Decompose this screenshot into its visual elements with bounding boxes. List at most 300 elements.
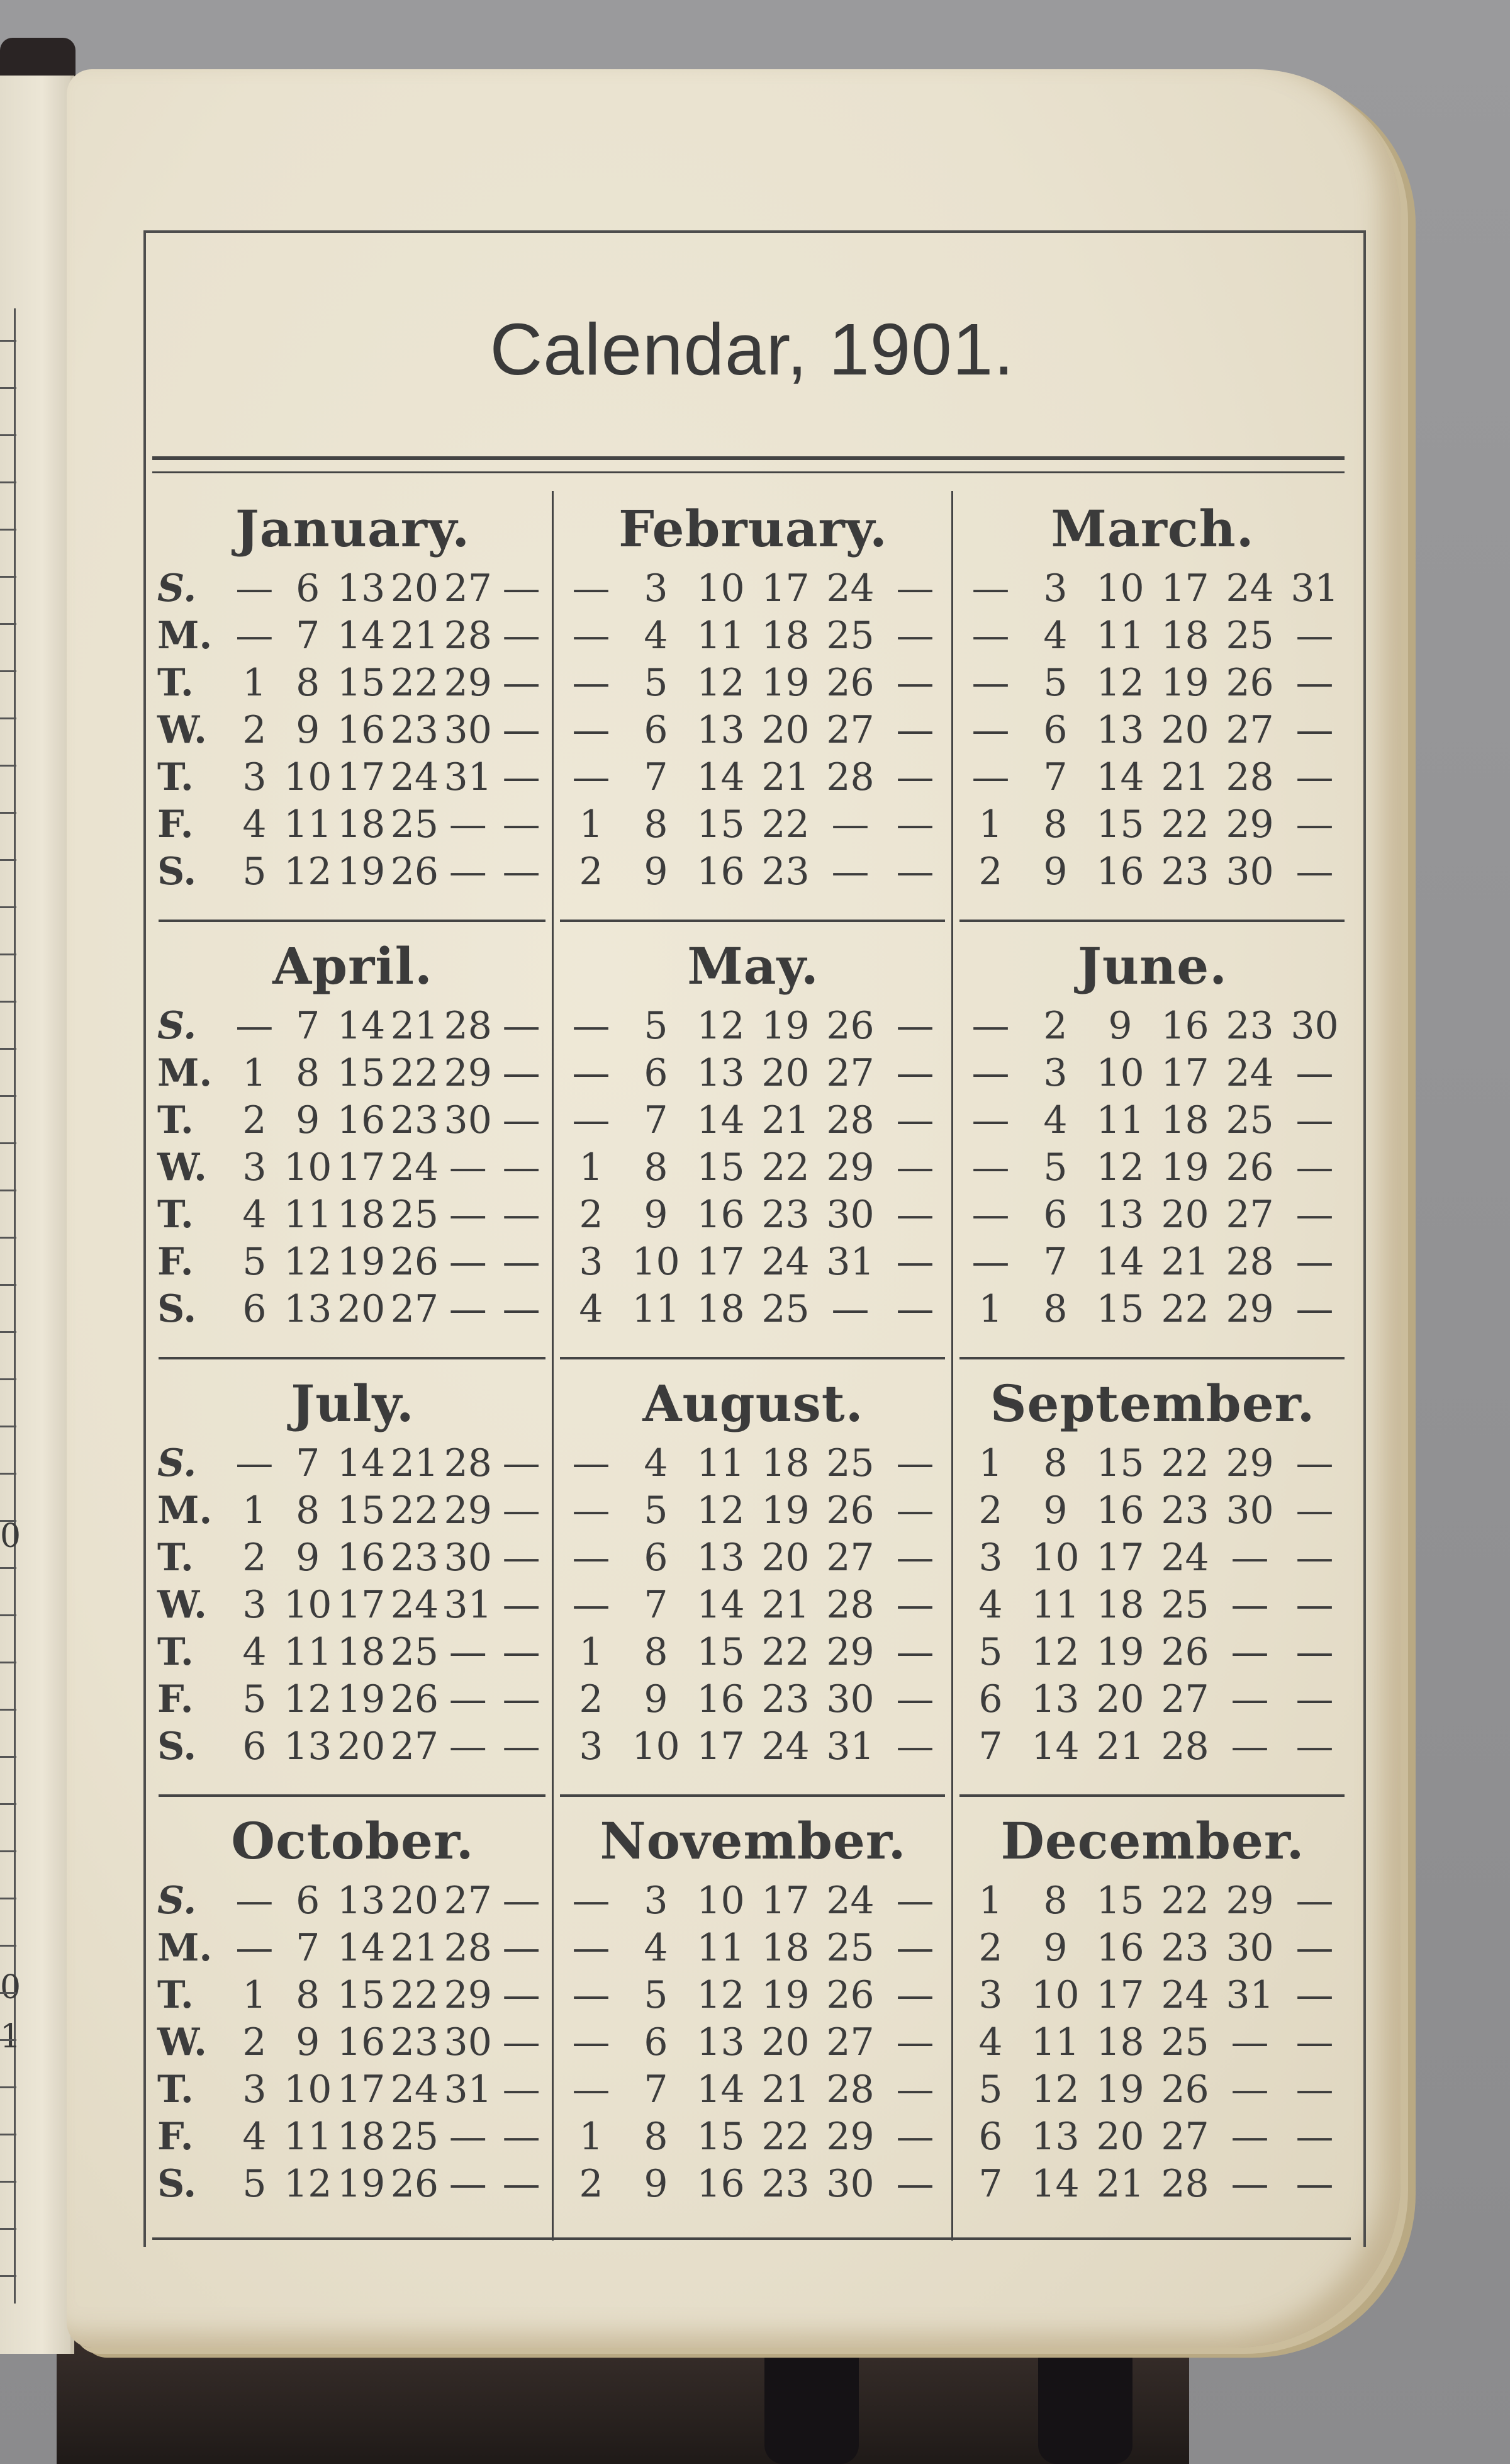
date-cell: 22	[761, 1145, 810, 1190]
date-cell: 5	[978, 2067, 1003, 2112]
date-cell: 3	[242, 1583, 267, 1627]
date-cell: 31	[444, 1583, 492, 1627]
month-days-table	[958, 1003, 1347, 1333]
weekday-row	[157, 1097, 548, 1144]
date-cell: 20	[390, 1879, 439, 1923]
date-cell: 24	[390, 2067, 439, 2112]
date-cell: —	[502, 850, 540, 894]
date-cell: 16	[1161, 1004, 1209, 1048]
date-cell: 12	[1031, 1630, 1080, 1674]
date-cell: —	[971, 1051, 1010, 1095]
date-cell: 27	[1161, 1677, 1209, 1721]
month-separator-rule	[159, 1357, 545, 1359]
date-cell: 23	[390, 2020, 439, 2064]
weekday-row	[958, 848, 1347, 896]
date-cell: 24	[390, 1145, 439, 1190]
month-name: January.	[235, 499, 471, 558]
date-cell: —	[1295, 1973, 1334, 2017]
date-cell: 11	[696, 614, 745, 658]
weekday-row	[958, 1925, 1347, 1972]
date-cell: —	[1295, 708, 1334, 752]
date-cell: —	[502, 2020, 540, 2064]
date-cell: 30	[444, 2020, 492, 2064]
date-cell: 6	[644, 2020, 668, 2064]
date-cell: 7	[296, 1926, 320, 1970]
left-page-tick	[0, 954, 16, 955]
left-page-tick	[0, 906, 16, 908]
date-cell: 15	[1096, 1441, 1144, 1485]
date-cell: —	[1231, 1630, 1269, 1674]
date-cell: 20	[337, 1287, 386, 1331]
weekday-row	[157, 1239, 548, 1286]
date-cell: —	[449, 2115, 487, 2159]
date-cell: 12	[1096, 661, 1144, 705]
date-cell: 13	[696, 1536, 745, 1580]
date-cell: 20	[1161, 1193, 1209, 1237]
date-cell: 1	[978, 1441, 1003, 1485]
weekday-row	[958, 1239, 1347, 1286]
date-cell: —	[572, 1488, 610, 1533]
date-cell: 14	[337, 1004, 386, 1048]
date-cell: —	[449, 1677, 487, 1721]
month-days-table	[157, 1440, 548, 1770]
left-page-tick	[0, 1142, 16, 1144]
date-cell: 16	[337, 1536, 386, 1580]
weekday-row	[958, 707, 1347, 754]
date-cell: 1	[242, 661, 267, 705]
date-cell: 7	[1043, 755, 1068, 799]
date-cell: 10	[632, 1240, 680, 1284]
month-days-table	[157, 1003, 548, 1333]
weekday-row	[559, 1676, 948, 1723]
date-cell: 9	[296, 1098, 320, 1142]
date-cell: 29	[444, 661, 492, 705]
date-cell: —	[1295, 1145, 1334, 1190]
date-cell: 27	[444, 566, 492, 610]
weekday-row	[157, 660, 548, 707]
date-cell: 18	[696, 1287, 745, 1331]
date-cell: —	[572, 1441, 610, 1485]
date-cell: 10	[1031, 1536, 1080, 1580]
left-page-tick	[0, 2181, 16, 2183]
weekday-row	[157, 801, 548, 848]
date-cell: —	[502, 1583, 540, 1627]
date-cell: —	[896, 1724, 934, 1769]
weekday-row	[958, 1144, 1347, 1191]
date-cell: —	[896, 850, 934, 894]
date-cell: 2	[242, 708, 267, 752]
weekday-row	[958, 2019, 1347, 2066]
date-cell: —	[896, 1926, 934, 1970]
date-cell: 26	[826, 1004, 875, 1048]
date-cell: 7	[644, 1098, 668, 1142]
date-cell: —	[1295, 1536, 1334, 1580]
date-cell: 23	[1161, 850, 1209, 894]
month-separator-rule	[560, 1357, 945, 1359]
date-cell: 24	[1161, 1973, 1209, 2017]
date-cell: 5	[1043, 1145, 1068, 1190]
date-cell: 13	[1096, 708, 1144, 752]
date-cell: 25	[390, 1193, 439, 1237]
date-cell: —	[502, 614, 540, 658]
date-cell: 14	[696, 1583, 745, 1627]
date-cell: 8	[644, 1145, 668, 1190]
left-page-tick	[0, 765, 16, 767]
date-cell: 21	[1161, 1240, 1209, 1284]
date-cell: 23	[1226, 1004, 1274, 1048]
date-cell: —	[502, 1240, 540, 1284]
date-cell: 18	[337, 2115, 386, 2159]
date-cell: 23	[1161, 1926, 1209, 1970]
date-cell: 25	[1161, 2020, 1209, 2064]
date-cell: 8	[296, 1051, 320, 1095]
date-cell: —	[502, 1441, 540, 1485]
date-cell: 22	[390, 1051, 439, 1095]
date-cell: 21	[390, 1441, 439, 1485]
date-cell: 2	[242, 1098, 267, 1142]
left-margin-number: 0	[0, 1969, 21, 2006]
date-cell: 12	[696, 1004, 745, 1048]
date-cell: 17	[1161, 566, 1209, 610]
date-cell: —	[1295, 755, 1334, 799]
date-cell: —	[831, 850, 870, 894]
date-cell: —	[449, 1630, 487, 1674]
date-cell: 18	[761, 1926, 810, 1970]
weekday-row	[958, 2161, 1347, 2208]
date-cell: —	[449, 1145, 487, 1190]
date-cell: 14	[337, 1926, 386, 1970]
month-separator-rule	[159, 1794, 545, 1797]
date-cell: 7	[978, 2162, 1003, 2206]
date-cell: 7	[296, 1004, 320, 1048]
date-cell: 17	[1161, 1051, 1209, 1095]
date-cell: —	[572, 1973, 610, 2017]
weekday-row	[559, 1239, 948, 1286]
date-cell: —	[502, 1098, 540, 1142]
date-cell: 13	[696, 2020, 745, 2064]
date-cell: —	[1231, 1536, 1269, 1580]
weekday-label: T.	[157, 1536, 194, 1580]
date-cell: 15	[696, 802, 745, 847]
date-cell: 17	[337, 2067, 386, 2112]
left-page-tick	[0, 1567, 16, 1569]
date-cell: 1	[242, 1051, 267, 1095]
date-cell: 16	[1096, 1488, 1144, 1533]
date-cell: 9	[1043, 1926, 1068, 1970]
date-cell: —	[896, 1973, 934, 2017]
date-cell: 19	[337, 850, 386, 894]
month-name: May.	[687, 937, 819, 996]
date-cell: 28	[826, 2067, 875, 2112]
weekday-row	[157, 1676, 548, 1723]
date-cell: —	[235, 614, 274, 658]
weekday-row	[958, 660, 1347, 707]
date-cell: —	[896, 1240, 934, 1284]
weekday-row	[958, 1676, 1347, 1723]
date-cell: 23	[761, 1677, 810, 1721]
date-cell: 8	[296, 661, 320, 705]
date-cell: 30	[826, 1193, 875, 1237]
left-page-tick	[0, 1756, 16, 1758]
date-cell: —	[502, 1287, 540, 1331]
date-cell: 17	[337, 755, 386, 799]
left-page-tick	[0, 2086, 16, 2088]
date-cell: 26	[390, 1240, 439, 1284]
date-cell: 26	[390, 2162, 439, 2206]
date-cell: —	[235, 1441, 274, 1485]
date-cell: 15	[696, 1630, 745, 1674]
date-cell: —	[502, 2115, 540, 2159]
date-cell: 6	[978, 2115, 1003, 2159]
date-cell: 24	[826, 1879, 875, 1923]
date-cell: —	[1295, 1583, 1334, 1627]
weekday-row	[559, 1144, 948, 1191]
date-cell: 19	[337, 1240, 386, 1284]
date-cell: 12	[284, 850, 332, 894]
date-cell: 6	[1043, 1193, 1068, 1237]
date-cell: 9	[644, 850, 668, 894]
date-cell: 4	[978, 2020, 1003, 2064]
left-page-tick	[0, 1237, 16, 1239]
date-cell: —	[1295, 850, 1334, 894]
date-cell: —	[831, 1287, 870, 1331]
weekday-row	[958, 612, 1347, 660]
date-cell: 22	[1161, 1287, 1209, 1331]
date-cell: —	[896, 614, 934, 658]
date-cell: 25	[826, 1926, 875, 1970]
date-cell: 5	[242, 1240, 267, 1284]
date-cell: 25	[1161, 1583, 1209, 1627]
date-cell: 24	[761, 1240, 810, 1284]
weekday-label: W.	[157, 708, 207, 752]
date-cell: 2	[579, 2162, 603, 2206]
date-cell: —	[502, 1051, 540, 1095]
date-cell: —	[1295, 2115, 1334, 2159]
weekday-row	[559, 1534, 948, 1582]
weekday-label: S.	[157, 1287, 197, 1331]
date-cell: 17	[1096, 1536, 1144, 1580]
date-cell: —	[896, 802, 934, 847]
weekday-label: M.	[157, 1488, 213, 1533]
date-cell: 25	[761, 1287, 810, 1331]
left-page-tick	[0, 1426, 16, 1427]
date-cell: 7	[978, 1724, 1003, 1769]
month-days-table	[958, 1877, 1347, 2208]
date-cell: 20	[761, 1051, 810, 1095]
date-cell: 28	[1226, 1240, 1274, 1284]
weekday-row	[559, 2019, 948, 2066]
date-cell: —	[1295, 1193, 1334, 1237]
weekday-row	[157, 707, 548, 754]
date-cell: 25	[390, 2115, 439, 2159]
date-cell: 27	[826, 708, 875, 752]
date-cell: 21	[390, 614, 439, 658]
date-cell: 3	[644, 566, 668, 610]
weekday-label: T.	[157, 1973, 194, 2017]
date-cell: 14	[696, 2067, 745, 2112]
month-separator-rule	[959, 1357, 1345, 1359]
date-cell: 6	[644, 1536, 668, 1580]
weekday-label: T.	[157, 1098, 194, 1142]
date-cell: 24	[826, 566, 875, 610]
date-cell: —	[1231, 1677, 1269, 1721]
date-cell: 27	[1161, 2115, 1209, 2159]
date-cell: 7	[644, 2067, 668, 2112]
weekday-label: S.	[157, 850, 197, 894]
date-cell: 25	[826, 614, 875, 658]
date-cell: 18	[337, 1193, 386, 1237]
weekday-row	[157, 1925, 548, 1972]
date-cell: 15	[337, 661, 386, 705]
date-cell: 13	[284, 1724, 332, 1769]
date-cell: —	[572, 708, 610, 752]
date-cell: 12	[696, 1973, 745, 2017]
weekday-row	[958, 1629, 1347, 1676]
date-cell: 5	[644, 1004, 668, 1048]
date-cell: —	[502, 708, 540, 752]
date-cell: 18	[337, 802, 386, 847]
date-cell: 13	[284, 1287, 332, 1331]
weekday-row	[559, 1972, 948, 2019]
left-page-tick	[0, 1945, 16, 1947]
date-cell: 24	[761, 1724, 810, 1769]
date-cell: 30	[444, 708, 492, 752]
date-cell: —	[896, 2067, 934, 2112]
date-cell: —	[572, 1098, 610, 1142]
date-cell: —	[1295, 1879, 1334, 1923]
month-separator-rule	[560, 920, 945, 922]
weekday-row	[157, 612, 548, 660]
date-cell: 11	[696, 1926, 745, 1970]
date-cell: 21	[1096, 2162, 1144, 2206]
date-cell: —	[896, 1004, 934, 1048]
month-block	[152, 491, 552, 928]
date-cell: 9	[1043, 1488, 1068, 1533]
month-separator-rule	[959, 1794, 1345, 1797]
date-cell: —	[235, 1926, 274, 1970]
date-cell: 2	[978, 1926, 1003, 1970]
left-margin-number: 0	[0, 1517, 21, 1555]
date-cell: 3	[579, 1240, 603, 1284]
date-cell: 22	[761, 2115, 810, 2159]
date-cell: 30	[1226, 1488, 1274, 1533]
date-cell: 21	[761, 2067, 810, 2112]
date-cell: 16	[337, 2020, 386, 2064]
date-cell: 22	[1161, 802, 1209, 847]
month-separator-rule	[159, 920, 545, 922]
date-cell: —	[896, 1879, 934, 1923]
date-cell: 2	[978, 1488, 1003, 1533]
date-cell: 4	[978, 1583, 1003, 1627]
date-cell: —	[572, 2067, 610, 2112]
date-cell: 1	[242, 1973, 267, 2017]
date-cell: —	[971, 566, 1010, 610]
month-days-table	[559, 1877, 948, 2208]
date-cell: 26	[826, 1973, 875, 2017]
date-cell: 2	[579, 1193, 603, 1237]
date-cell: 21	[761, 755, 810, 799]
date-cell: —	[1231, 1724, 1269, 1769]
date-cell: —	[502, 1004, 540, 1048]
date-cell: 12	[696, 1488, 745, 1533]
date-cell: 26	[1226, 1145, 1274, 1190]
date-cell: 28	[444, 1926, 492, 1970]
date-cell: 15	[337, 1051, 386, 1095]
left-page-tick	[0, 481, 16, 483]
date-cell: 18	[1161, 1098, 1209, 1142]
weekday-row	[157, 848, 548, 896]
left-page-tick	[0, 1190, 16, 1191]
date-cell: 17	[1096, 1973, 1144, 2017]
date-cell: —	[502, 566, 540, 610]
left-page-tick	[0, 1992, 16, 1994]
date-cell: 30	[444, 1536, 492, 1580]
date-cell: 29	[1226, 1287, 1274, 1331]
left-page-tick	[0, 1095, 16, 1097]
weekday-row	[157, 1440, 548, 1487]
weekday-row	[958, 1877, 1347, 1925]
ribbon-bookmark	[1038, 2338, 1132, 2464]
date-cell: 9	[644, 2162, 668, 2206]
weekday-row	[559, 1191, 948, 1239]
date-cell: 8	[644, 2115, 668, 2159]
date-cell: 28	[826, 1583, 875, 1627]
weekday-label: T.	[157, 661, 194, 705]
weekday-label: M.	[157, 1926, 213, 1970]
date-cell: —	[971, 1193, 1010, 1237]
left-page-tick	[0, 1898, 16, 1899]
date-cell: 21	[761, 1583, 810, 1627]
weekday-row	[157, 2066, 548, 2113]
date-cell: 12	[284, 1240, 332, 1284]
date-cell: 12	[1096, 1145, 1144, 1190]
month-days-table	[958, 1440, 1347, 1770]
weekday-label: T.	[157, 1193, 194, 1237]
date-cell: 21	[1096, 1724, 1144, 1769]
date-cell: 1	[242, 1488, 267, 1533]
date-cell: 31	[826, 1240, 875, 1284]
date-cell: —	[449, 1240, 487, 1284]
date-cell: 23	[390, 1536, 439, 1580]
date-cell: 10	[284, 1583, 332, 1627]
date-cell: 11	[1096, 614, 1144, 658]
date-cell: 3	[1043, 1051, 1068, 1095]
month-block	[552, 928, 951, 1366]
date-cell: 7	[644, 1583, 668, 1627]
months-grid	[152, 491, 1351, 2241]
left-page-tick	[0, 340, 16, 342]
date-cell: 18	[1096, 1583, 1144, 1627]
date-cell: —	[896, 1098, 934, 1142]
left-page-tick	[0, 2134, 16, 2135]
date-cell: 1	[978, 1287, 1003, 1331]
date-cell: 7	[296, 1441, 320, 1485]
left-page-tick	[0, 2228, 16, 2230]
date-cell: 6	[296, 1879, 320, 1923]
date-cell: 22	[761, 1630, 810, 1674]
date-cell: 13	[696, 1051, 745, 1095]
date-cell: 5	[644, 1488, 668, 1533]
date-cell: 28	[444, 1004, 492, 1048]
weekday-row	[559, 1487, 948, 1534]
weekday-row	[157, 1286, 548, 1333]
date-cell: —	[896, 1441, 934, 1485]
date-cell: 3	[978, 1536, 1003, 1580]
date-cell: 26	[826, 661, 875, 705]
weekday-row	[958, 1191, 1347, 1239]
date-cell: 22	[1161, 1441, 1209, 1485]
weekday-row	[559, 1050, 948, 1097]
